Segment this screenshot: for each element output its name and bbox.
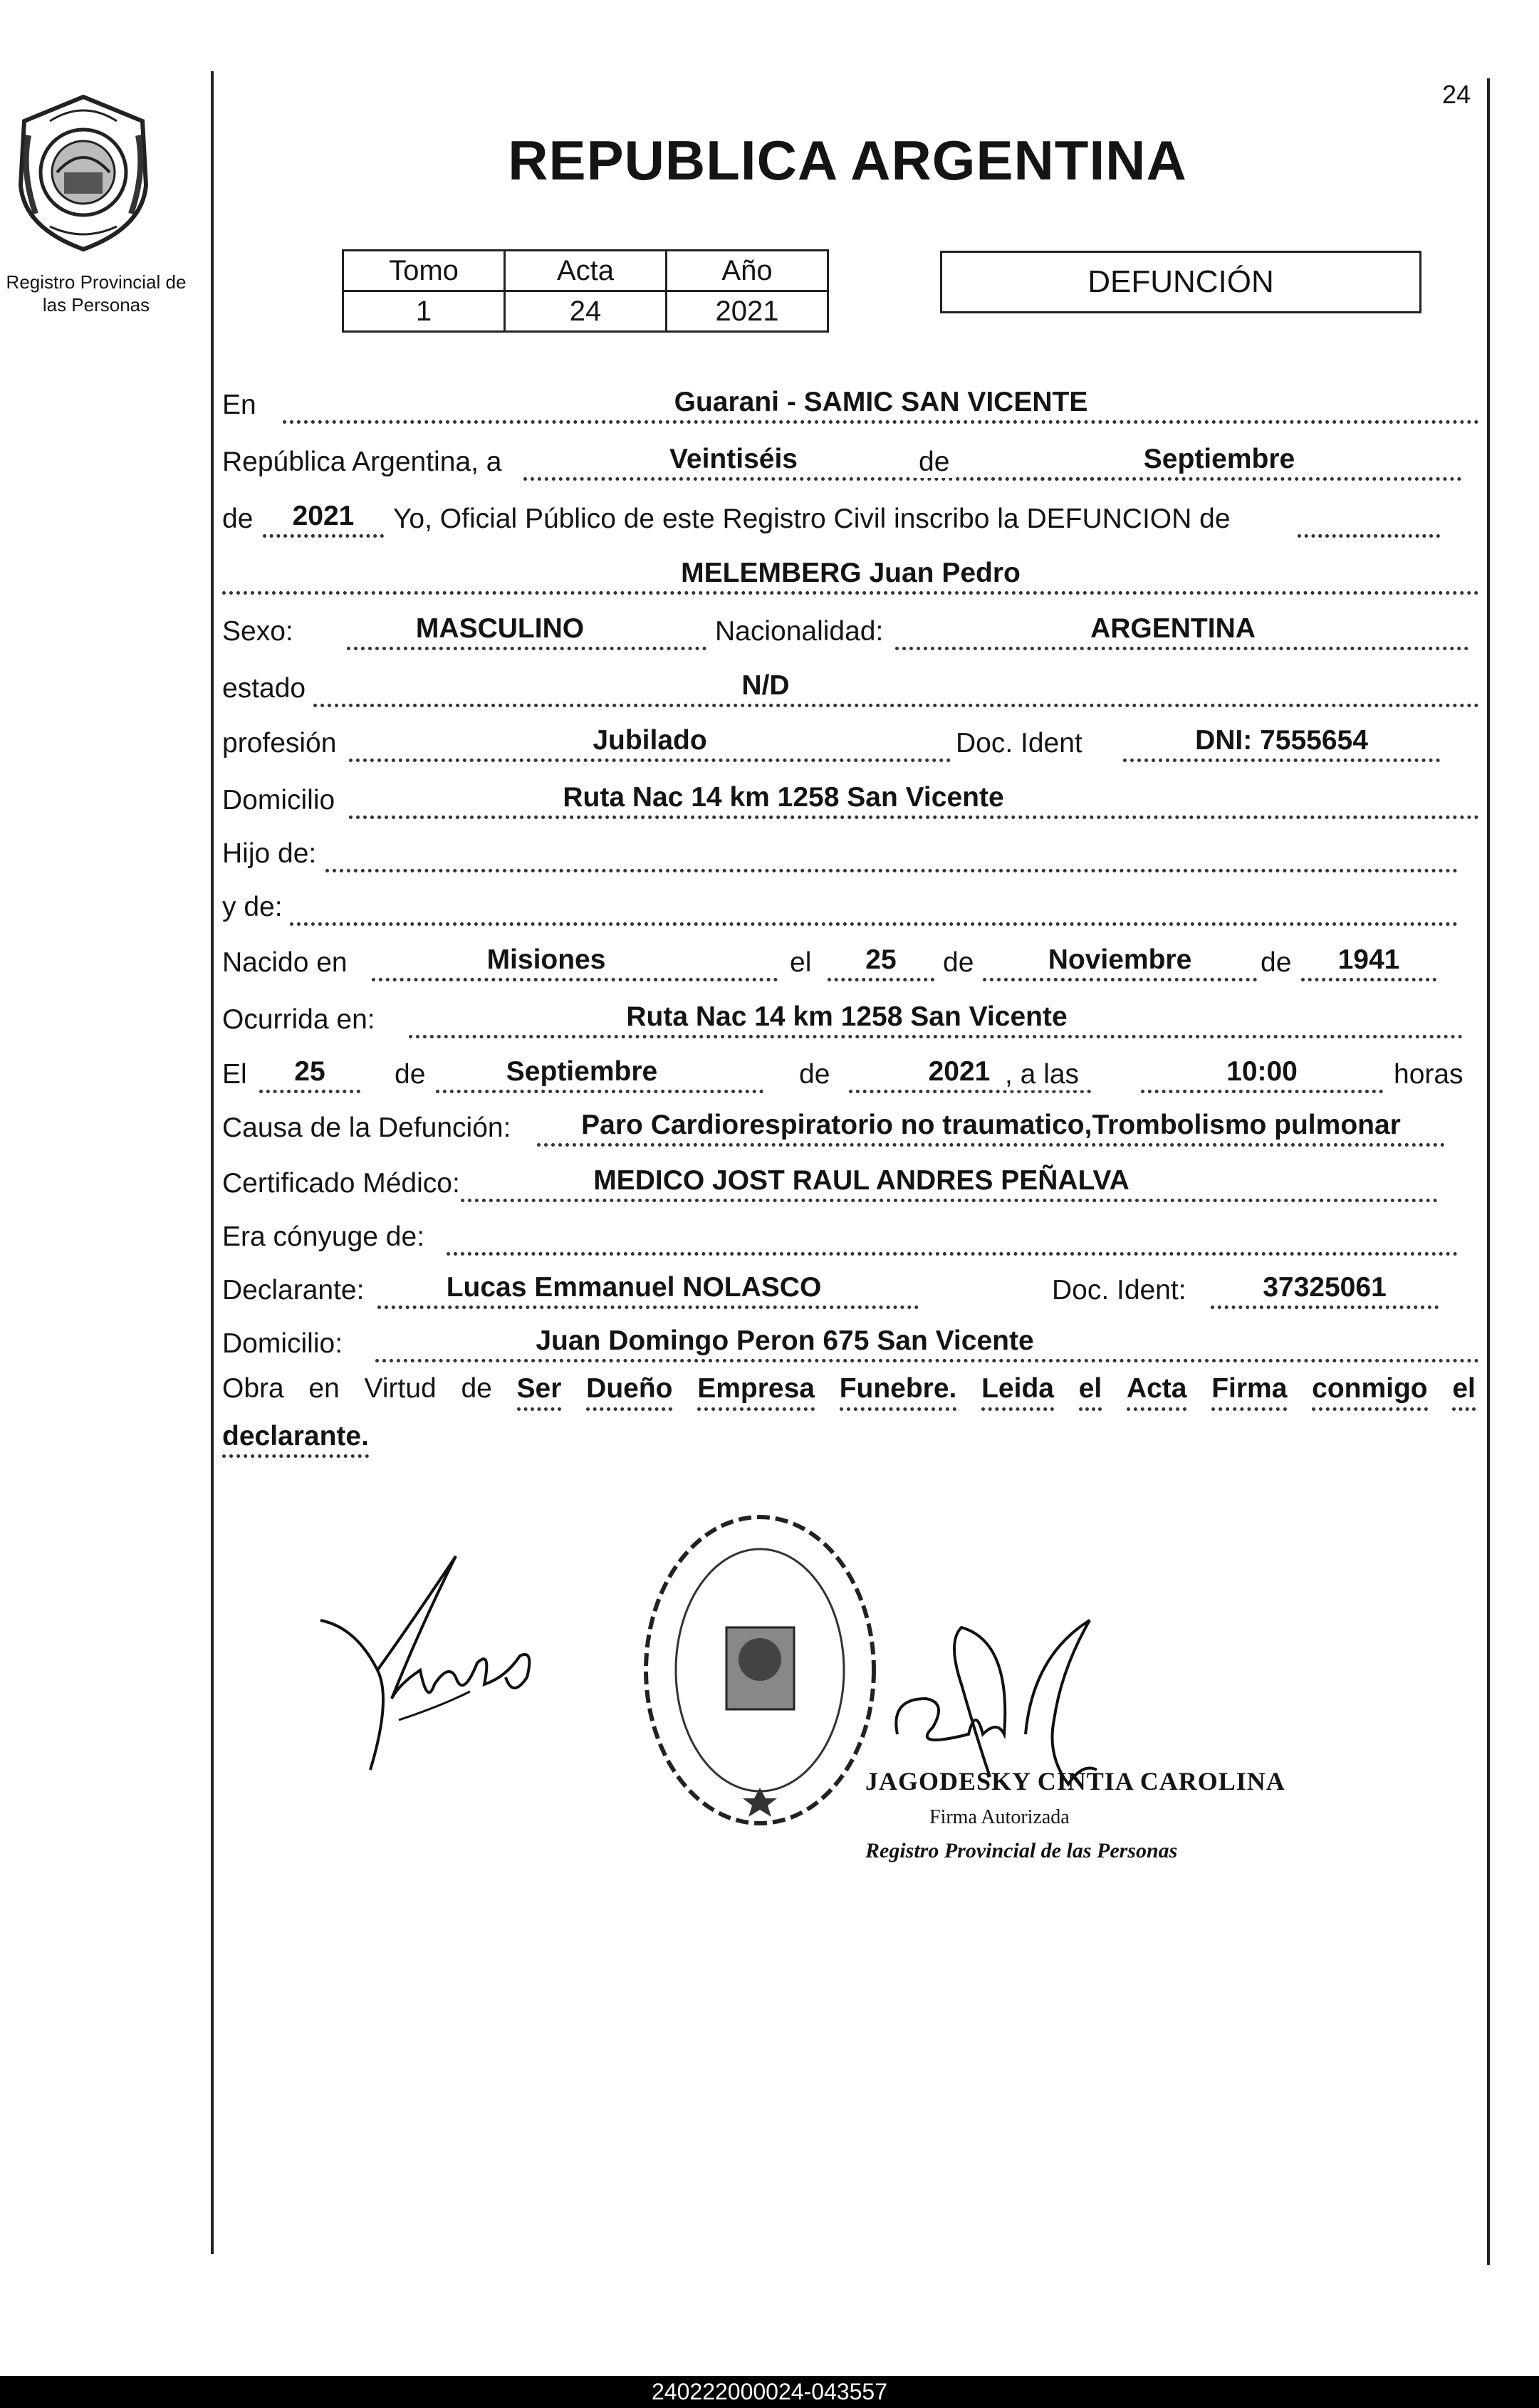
- stamp-office: Registro Provincial de las Personas: [865, 1839, 1178, 1862]
- page-number: 24: [1442, 80, 1471, 109]
- label-causa: Causa de la Defunción:: [222, 1112, 511, 1143]
- value-acta: 24: [505, 291, 667, 332]
- row-certificado: [222, 1159, 1479, 1209]
- row-fecha: [222, 438, 1479, 488]
- label-nacionalidad: Nacionalidad:: [715, 616, 884, 647]
- value-anio-nac: 1941: [1337, 944, 1400, 975]
- label-doc-ident: Doc. Ident: [956, 728, 1082, 759]
- value-causa: Paro Cardiorespiratorio no traumatico,Trombolismo pulmonar: [581, 1110, 1401, 1140]
- label-estado: estado: [222, 673, 306, 704]
- label-horas: horas: [1394, 1059, 1464, 1090]
- label-doc-declarante: Doc. Ident:: [1052, 1275, 1186, 1305]
- obra-word-3: Funebre.: [840, 1373, 957, 1411]
- value-mes: Septiembre: [1143, 444, 1295, 474]
- value-dia-nac: 25: [865, 944, 897, 975]
- obra-value-end: declarante.: [222, 1421, 369, 1458]
- header-anio: Año: [667, 251, 828, 291]
- label-el-de2: de: [799, 1059, 830, 1090]
- row-el: [222, 1051, 1479, 1100]
- header-tomo: Tomo: [343, 251, 505, 291]
- label-el-de1: de: [395, 1059, 426, 1090]
- row-y-de: [222, 883, 1479, 933]
- value-lugar: Misiones: [486, 944, 606, 975]
- field-inscribo: [1298, 499, 1440, 538]
- row-domicilio: [222, 776, 1479, 826]
- label-de-nac2: de: [1261, 947, 1292, 978]
- label-el: el: [790, 947, 812, 978]
- value-el-mes: Septiembre: [506, 1056, 658, 1087]
- label-domicilio2: Domicilio:: [222, 1328, 343, 1359]
- official-signature: [883, 1613, 1118, 1791]
- value-mes-nac: Noviembre: [1048, 944, 1192, 975]
- field-hijo-de: [325, 833, 1458, 872]
- obra-word-9: el: [1452, 1373, 1476, 1411]
- label-inscribo: Yo, Oficial Público de este Registro Civil inscribo la DEFUNCION de: [393, 504, 1231, 534]
- value-ocurrida: Ruta Nac 14 km 1258 San Vicente: [626, 1001, 1068, 1032]
- value-en: Guarani - SAMIC SAN VICENTE: [674, 387, 1088, 417]
- label-certificado: Certificado Médico:: [222, 1168, 460, 1199]
- obra-en-virtud: [222, 1373, 1476, 1452]
- obra-word-6: Acta: [1127, 1373, 1187, 1411]
- label-nacido: Nacido en: [222, 947, 348, 978]
- label-profesion: profesión: [222, 728, 337, 759]
- row-estado: [222, 664, 1479, 714]
- label-de-anio: de: [222, 504, 254, 534]
- label-alas: , a las: [1001, 1059, 1083, 1090]
- value-doc-ident: DNI: 7555654: [1195, 725, 1368, 756]
- value-estado: N/D: [741, 670, 790, 701]
- label-hijo-de: Hijo de:: [222, 838, 317, 869]
- value-el-anio: 2021: [928, 1056, 991, 1087]
- right-margin-line: [1487, 78, 1490, 2265]
- obra-label-1: en: [308, 1373, 340, 1404]
- value-el-dia: 25: [294, 1056, 325, 1087]
- value-nombre: MELEMBERG Juan Pedro: [681, 558, 1021, 588]
- value-anio: 2021: [292, 501, 355, 531]
- field-y-de: [290, 887, 1458, 926]
- page-title: REPUBLICA ARGENTINA: [508, 129, 1187, 192]
- row-declarante: [222, 1266, 1479, 1316]
- label-ocurrida: Ocurrida en:: [222, 1004, 375, 1035]
- province-logo: [14, 93, 153, 253]
- row-causa: [222, 1104, 1479, 1154]
- row-sexo: [222, 608, 1479, 657]
- label-fecha: República Argentina, a: [222, 447, 502, 477]
- obra-label-2: Virtud: [364, 1373, 437, 1404]
- label-domicilio: Domicilio: [222, 785, 335, 815]
- row-profesion: [222, 719, 1479, 769]
- obra-label-3: de: [461, 1373, 492, 1404]
- label-declarante: Declarante:: [222, 1275, 365, 1305]
- label-y-de: y de:: [222, 892, 283, 922]
- obra-word-2: Empresa: [697, 1373, 815, 1411]
- label-de-nac1: de: [943, 947, 974, 978]
- label-en: En: [222, 390, 256, 420]
- row-domicilio2: [222, 1320, 1479, 1370]
- field-conyuge: [447, 1216, 1458, 1256]
- obra-word-7: Firma: [1211, 1373, 1287, 1411]
- declarant-signature: [313, 1542, 548, 1784]
- value-declarante: Lucas Emmanuel NOLASCO: [446, 1272, 822, 1303]
- label-sexo: Sexo:: [222, 616, 293, 647]
- document-type: DEFUNCIÓN: [1087, 264, 1274, 299]
- label-de: de: [914, 447, 954, 478]
- document-type-box: [940, 251, 1421, 313]
- value-certificado: MEDICO JOST RAUL ANDRES PEÑALVA: [593, 1165, 1130, 1196]
- value-nacionalidad: ARGENTINA: [1090, 613, 1256, 644]
- left-margin-line: [211, 71, 214, 2254]
- registry-table: [342, 249, 829, 333]
- obra-word-0: Ser: [517, 1373, 562, 1411]
- obra-word-8: conmigo: [1312, 1373, 1428, 1411]
- obra-word-1: Dueño: [586, 1373, 672, 1411]
- footer-barcode: 240222000024-043557: [0, 2376, 1539, 2408]
- logo-caption: Registro Provincial de las Personas: [6, 271, 187, 316]
- row-nacido: [222, 939, 1479, 989]
- value-domicilio: Ruta Nac 14 km 1258 San Vicente: [563, 782, 1004, 813]
- obra-word-4: Leida: [981, 1373, 1054, 1411]
- value-anio: 2021: [667, 291, 828, 332]
- row-hijo-de: [222, 830, 1479, 880]
- row-en: [222, 381, 1479, 431]
- value-dia: Veintiséis: [669, 444, 798, 474]
- row-anio: [222, 495, 1479, 545]
- official-seal: [637, 1506, 883, 1834]
- value-hora: 10:00: [1226, 1056, 1298, 1087]
- obra-label-0: Obra: [222, 1373, 284, 1404]
- value-sexo: MASCULINO: [415, 613, 585, 644]
- row-nombre: [222, 552, 1479, 602]
- label-conyuge: Era cónyuge de:: [222, 1221, 425, 1252]
- stamp-name: JAGODESKY CINTIA CAROLINA: [865, 1767, 1285, 1795]
- value-profesion: Jubilado: [593, 725, 707, 756]
- row-conyuge: [222, 1213, 1479, 1263]
- stamp-role: Firma Autorizada: [929, 1806, 1070, 1828]
- label-el-dia: El: [222, 1059, 247, 1090]
- header-acta: Acta: [505, 251, 667, 291]
- value-domicilio2: Juan Domingo Peron 675 San Vicente: [536, 1325, 1034, 1356]
- obra-word-5: el: [1079, 1373, 1102, 1411]
- value-tomo: 1: [343, 291, 505, 332]
- row-ocurrida: [222, 996, 1479, 1046]
- value-doc-declarante: 37325061: [1263, 1272, 1387, 1303]
